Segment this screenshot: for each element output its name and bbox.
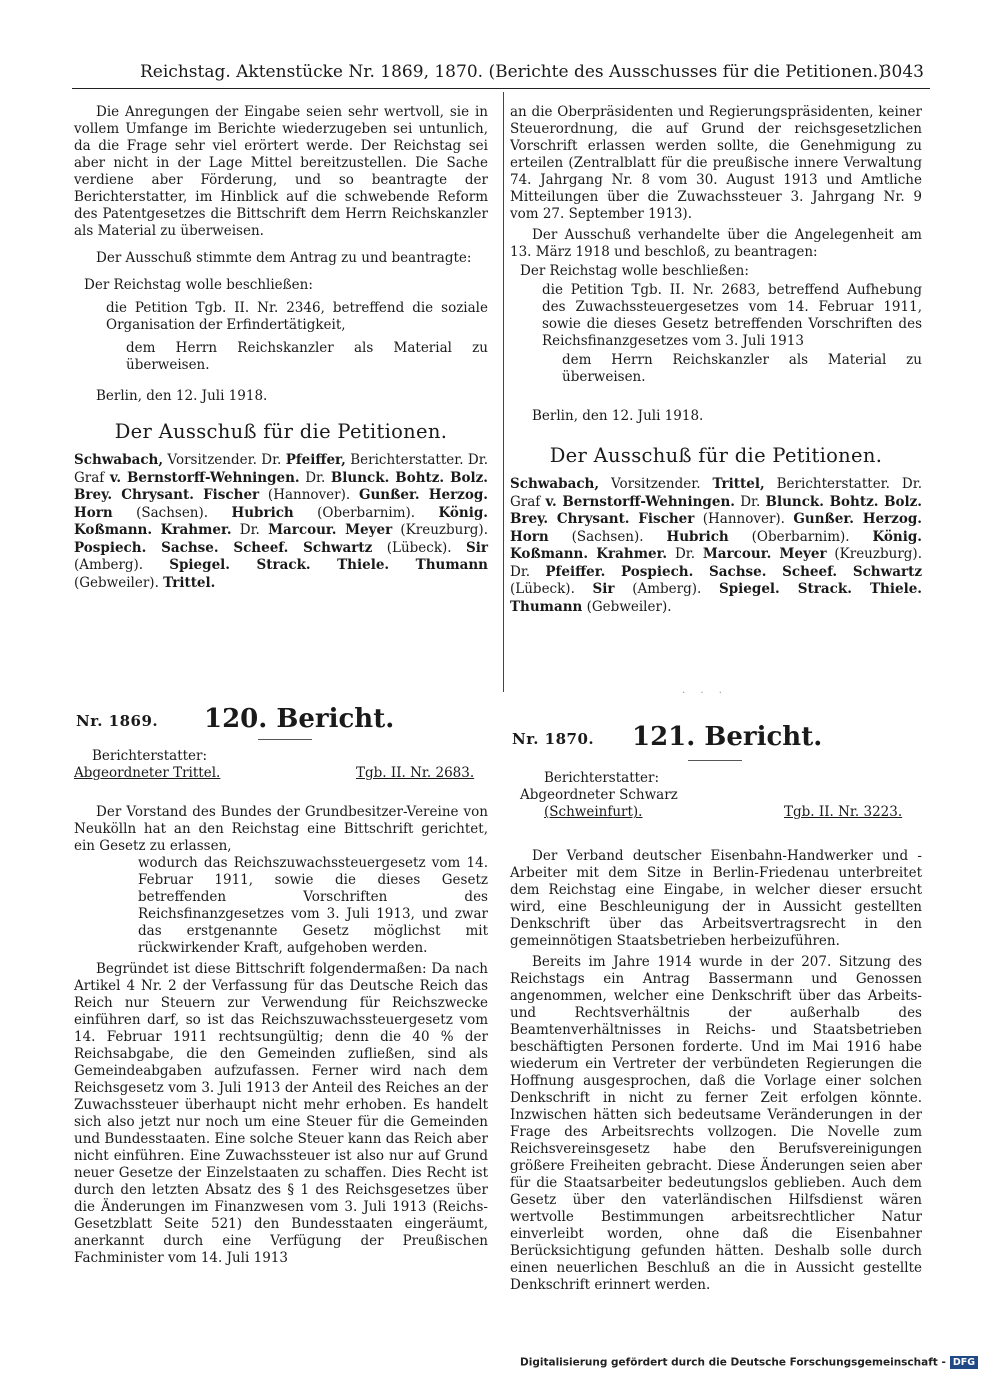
reporter-label: Berichterstatter: <box>544 770 660 786</box>
member-text: (Hannover). <box>694 511 794 527</box>
paragraph: Bereits im Jahre 1914 wurde in der 207. Sitzung des Reichstags ein Antrag Bassermann und Genossen angenommen, welcher eine Denkschrift über das Arbeits- und Rechtsverhältnis der außerhalb des Beamtenverhältnisses in Reichs- und Staatsbetrieben beschäftigten Personen forderte. Und im Mai 1916 habe wiederum ein Vertreter der verbündeten Regierungen die Hoffnung ausgesprochen, daß die Vorlage einer solchen Denkschrift in nicht zu ferner Zeit erfolgen könnte. Inzwischen hätten sich bedeutsame Veränderungen in der Frage des Arbeitsrechts vollzogen. Die Novelle zum Reichsvereinsgesetz habe den Berufsvereinigungen größere Freiheiten gebracht. Diese Änderungen seien aber für die Staatsarbeiter bedeutungslos geblieben. Auch dem Gesetz über den vaterländischen Hilfsdienst wären wertvolle Bestimmungen arbeitsrechtlicher Natur einverleibt worden, ohne daß die Eisenbahner Berücksichtigung gefunden hätten. Deshalb solle durch einen neuerlichen Beschluß an die in Aussicht gestellte Denkschrift erinnert werden. <box>510 954 922 1293</box>
title-rule <box>258 739 312 740</box>
running-header <box>70 58 930 86</box>
member-text: (Sachsen). <box>548 528 667 545</box>
member-name: Spiegel. Strack. Thiele. Thumann <box>169 557 488 573</box>
member-text: (Sachsen). <box>112 504 232 521</box>
journal-number: Tgb. II. Nr. 2683. <box>356 765 475 781</box>
member-text: Berichterstatter. Dr. Graf <box>74 452 488 486</box>
member-name: König. Koßmann. Krahmer. <box>510 528 922 562</box>
reporter-block <box>74 748 221 782</box>
member-text: (Gebweiler). <box>74 574 164 591</box>
member-name: Pospiech. Sachse. Scheef. Schwartz <box>74 539 373 556</box>
resolution-line: Der Reichstag wolle beschließen: <box>84 277 313 293</box>
reporter-name: Abgeordneter Trittel. <box>74 765 221 781</box>
member-text: Vorsitzender. <box>599 476 713 492</box>
member-text: (Lübeck). <box>510 581 593 597</box>
referral-text: dem Herrn Reichskanzler als Material zu überweisen. <box>562 352 922 385</box>
left-column-report <box>74 804 488 1267</box>
paragraph: Die Anregungen der Eingabe seien sehr wertvoll, sie in vollem Umfange im Berichte wiederzugeben sei untunlich, da die Frage sehr viel erörtert werde. Der Reichstag sei aber nicht in der Lage Mittel bereitzustellen. Die Sache verdiene aber Förderung, und so beantragte der Berichterstatter, im Hinblick auf die schwebende Reform des Patentgesetzes die Bittschrift dem Herrn Reichskanzler als Material zu überweisen. <box>74 104 488 239</box>
committee-members <box>74 452 488 592</box>
title-rule <box>688 760 742 761</box>
journal-number: Tgb. II. Nr. 3223. <box>784 804 903 820</box>
date-line: Berlin, den 12. Juli 1918. <box>96 388 268 404</box>
member-name: Gunßer. Herzog. Horn <box>510 511 922 545</box>
member-text: Dr. <box>299 469 331 486</box>
member-name: König. Koßmann. Krahmer. <box>74 504 488 538</box>
member-name: Trittel, <box>712 476 765 492</box>
header-rule <box>72 88 930 89</box>
referral-text: dem Herrn Reichskanzler als Material zu überweisen. <box>126 340 488 373</box>
member-name: Marcour. Meyer <box>702 546 827 562</box>
reporter-name: Abgeordneter Schwarz <box>520 787 678 803</box>
report-number: Nr. 1870. <box>512 730 595 748</box>
petition-text: die Petition Tgb. II. Nr. 2346, betreffend die soziale Organisation der Erfindertätigkeit, <box>106 300 488 333</box>
digitization-credit <box>520 1356 978 1369</box>
member-name: Marcour. Meyer <box>268 522 393 538</box>
credit-text: Digitalisierung gefördert durch die Deutsche Forschungsgemeinschaft - <box>520 1356 946 1369</box>
committee-heading: Der Ausschuß für die Petitionen. <box>549 444 883 467</box>
paragraph: Der Verband deutscher Eisenbahn-Handwerker und -Arbeiter mit dem Sitze in Berlin-Friedenau unterbreitet dem Reichstag eine Eingabe, in welcher dieser ersucht wird, eine Beschleunigung der in Aussicht gestellten Denkschrift über das Arbeitsvertragsrecht in den gemeinnötigen Staatsbetrieben herbeizuführen. <box>510 848 922 949</box>
report-title: 120. Bericht. <box>204 704 395 734</box>
left-column-top <box>74 104 488 592</box>
right-column-top <box>510 104 922 616</box>
reporter-block <box>520 770 678 821</box>
member-text: Berichterstatter. Dr. Graf <box>510 476 922 510</box>
dfg-logo: DFG <box>950 1356 978 1369</box>
member-text: (Hannover). <box>259 487 359 503</box>
report-heading-1870 <box>512 718 924 752</box>
member-text: (Oberbarnim). <box>728 528 873 545</box>
member-name: Schwabach, <box>510 476 600 492</box>
member-name: Trittel. <box>163 574 216 591</box>
reporter-place: (Schweinfurt). <box>544 804 643 820</box>
resolution-line: Der Reichstag wolle beschließen: <box>520 263 749 279</box>
member-text: Dr. <box>231 522 269 538</box>
member-text: (Amberg). <box>74 557 170 573</box>
member-text: Dr. <box>667 546 703 562</box>
paragraph: Der Vorstand des Bundes der Grundbesitzer-Vereine von Neukölln hat an den Reichstag eine Bittschrift gerichtet, ein Gesetz zu erlassen, <box>74 804 488 854</box>
member-name: Pfeiffer. Pospiech. Sachse. Scheef. Schwartz <box>545 563 922 580</box>
member-text: (Gebweiler). <box>582 598 672 615</box>
member-text: (Lübeck). <box>372 539 466 556</box>
paragraph: Der Ausschuß stimmte dem Antrag zu und beantragte: <box>96 250 472 266</box>
member-text: (Kreuzburg). <box>392 522 488 538</box>
date-line: Berlin, den 12. Juli 1918. <box>532 408 704 424</box>
member-text: (Amberg). <box>614 581 719 597</box>
paragraph: Begründet ist diese Bittschrift folgendermaßen: Da nach Artikel 4 Nr. 2 der Verfassung für das Deutsche Reich das Reich nur Steuern zur Verwendung für Reichszwecke einführen darf, so ist das Reichszuwachssteuergesetz vom 14. Februar 1911 rechtsungültig; denn die 40 % der Reichsabgabe, die den Gemeinden zufließen, sind als Gemeindeabgaben aufzufassen. Ferner wird nach dem Reichsgesetz vom 3. Juli 1913 der Anteil des Reiches an der Zuwachssteuer überhaupt nicht mehr erhoben. Es handelt sich also jetzt nur noch um eine Steuer für die Gemeinden und Bundesstaaten. Eine solche Steuer kann das Reich aber nicht einführen. Eine Zuwachssteuer ist also nur auf Grund neuer Gesetze der Einzelstaaten zu schaffen. Dies Recht ist durch den letzten Absatz des § 1 des Reichsgesetzes über die Änderungen im Finanzwesen vom 3. Juli 1913 (Reichs-Gesetzblatt Seite 521) den Bundesstaaten eingeräumt, anerkannt durch eine Verfügung der Preußischen Fachminister vom 14. Juli 1913 <box>74 961 488 1266</box>
member-name: Schwabach, <box>74 452 164 468</box>
member-name: Hubrich <box>666 528 729 545</box>
member-text: Vorsitzender. Dr. <box>163 452 286 468</box>
committee-members <box>510 476 922 616</box>
member-name: Pfeiffer, <box>285 452 346 468</box>
section-separator: · · · <box>682 688 728 699</box>
right-column-report <box>510 848 922 1294</box>
report-title: 121. Bericht. <box>632 722 823 752</box>
petition-text: die Petition Tgb. II. Nr. 2683, betreffend Aufhebung des Zuwachssteuergesetzes vom 14. Februar 1911, sowie die dieses Gesetz betreffenden Vorschriften des Reichsfinanzgesetzes vom 3. Juli 1913 <box>542 282 922 349</box>
member-name: Spiegel. Strack. Thiele. Thumann <box>510 581 922 615</box>
member-text: (Kreuzburg). Dr. <box>510 546 922 580</box>
member-name: Sir <box>465 539 488 556</box>
member-name: Blunck. Bohtz. Bolz. Brey. Chrysant. Fischer <box>74 469 489 503</box>
column-divider <box>503 92 504 692</box>
reporter-label: Berichterstatter: <box>92 748 208 764</box>
member-name: Blunck. Bohtz. Bolz. Brey. Chrysant. Fischer <box>510 493 923 527</box>
paragraph: Der Ausschuß verhandelte über die Angelegenheit am 13. März 1918 und beschloß, zu beantragen: <box>510 227 922 260</box>
member-name: Gunßer. Herzog. Horn <box>74 487 488 521</box>
member-name: Sir <box>592 581 615 597</box>
report-heading-1869 <box>76 700 490 734</box>
member-text: (Oberbarnim). <box>293 504 439 521</box>
member-name: Hubrich <box>231 504 294 521</box>
quoted-request: wodurch das Reichszuwachssteuergesetz vom 14. Februar 1911, sowie die dieses Gesetz betreffenden Vorschriften des Reichsfinanzgesetzes vom 3. Juli 1913, und zwar das erstgenannte Gesetz möglichst mit rückwirkender Kraft, aufgehoben werden. <box>138 855 488 956</box>
member-name: v. Bernstorff-Wehningen. <box>109 469 300 486</box>
report-number: Nr. 1869. <box>76 712 159 730</box>
member-text: Dr. <box>734 493 766 510</box>
committee-heading: Der Ausschuß für die Petitionen. <box>114 420 448 443</box>
paragraph: an die Oberpräsidenten und Regierungspräsidenten, keiner Steuerordnung, die auf Grund der reichsgesetzlichen Vorschrift erlassen werden sollte, die Genehmigung zu erteilen (Zentralblatt für die preußische innere Verwaltung 74. Jahrgang Nr. 8 vom 30. August 1913 und Amtliche Mitteilungen über die Zuwachssteuer 3. Jahrgang Nr. 9 vom 27. September 1913). <box>510 104 922 222</box>
page-number: 3043 <box>880 62 924 82</box>
member-name: v. Bernstorff-Wehningen. <box>545 493 735 510</box>
header-title: Reichstag. Aktenstücke Nr. 1869, 1870. (Berichte des Ausschusses für die Petitionen.) <box>140 62 885 82</box>
